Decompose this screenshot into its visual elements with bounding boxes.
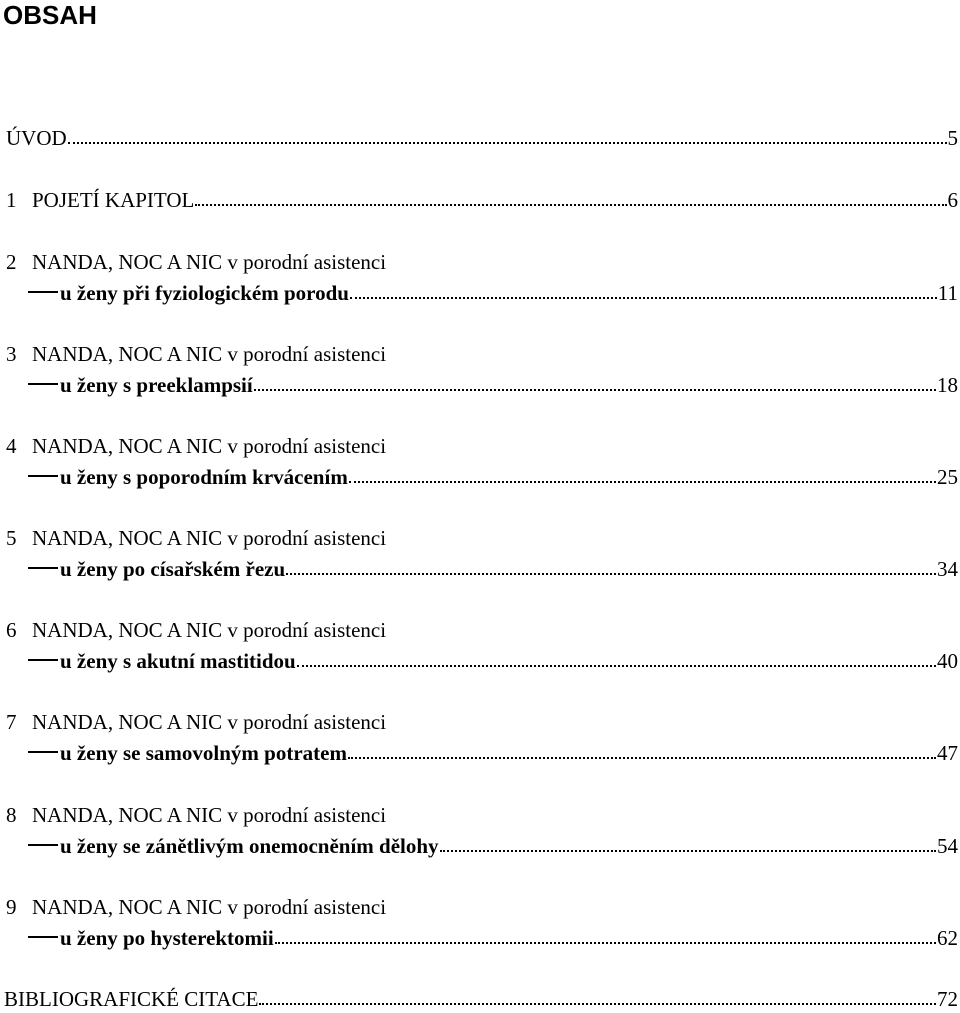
toc-entry-intro[interactable] — [6, 124, 958, 152]
toc-chapter-5-title[interactable] — [6, 524, 958, 552]
toc-chapter-8-sub[interactable] — [6, 832, 958, 860]
dot-leader — [350, 295, 937, 299]
dot-leader — [259, 1001, 936, 1005]
toc-entry-number: 6 — [6, 618, 17, 642]
dot-leader — [68, 140, 947, 144]
toc-entry-page: 72 — [937, 987, 958, 1011]
page-title: OBSAH — [3, 0, 97, 30]
toc-chapter-3-title[interactable] — [6, 340, 958, 368]
toc-entry-label: NANDA, NOC A NIC v porodní asistenci — [32, 895, 387, 919]
dot-leader — [275, 940, 936, 944]
dash-mark — [28, 291, 58, 293]
dot-leader — [349, 479, 936, 483]
toc-entry-subtitle: u ženy s akutní mastitidou — [60, 649, 296, 673]
toc-entry-subtitle: u ženy se samovolným potratem — [60, 741, 347, 765]
toc-entry-label: NANDA, NOC A NIC v porodní asistenci — [32, 434, 387, 458]
toc-chapter-7-title[interactable] — [6, 708, 958, 736]
toc-entry-label: BIBLIOGRAFICKÉ CITACE — [4, 987, 259, 1011]
toc-entry-page: 47 — [937, 741, 958, 765]
toc-entry-number: 3 — [6, 342, 17, 366]
toc-entry-label: POJETÍ KAPITOL — [32, 188, 195, 212]
toc-chapter-2-title[interactable] — [6, 248, 958, 276]
dash-mark — [28, 844, 58, 846]
toc-entry-label: NANDA, NOC A NIC v porodní asistenci — [32, 342, 387, 366]
toc-chapter-6-title[interactable] — [6, 616, 958, 644]
toc-entry-subtitle: u ženy s preeklampsií — [60, 373, 253, 397]
toc-entry-subtitle: u ženy se zánětlivým onemocněním dělohy — [60, 834, 439, 858]
dash-mark — [28, 659, 58, 661]
toc-entry-page: 62 — [937, 926, 958, 950]
toc-entry-page: 34 — [937, 557, 958, 581]
toc-entry-number: 7 — [6, 710, 17, 734]
toc-entry-label: NANDA, NOC A NIC v porodní asistenci — [32, 710, 387, 734]
toc-entry-number: 4 — [6, 434, 17, 458]
toc-entry-subtitle: u ženy po císařském řezu — [60, 557, 286, 581]
dot-leader — [195, 202, 946, 206]
dot-leader — [440, 848, 936, 852]
toc-chapter-7-sub[interactable] — [6, 739, 958, 767]
toc-entry-number: 8 — [6, 803, 17, 827]
dot-leader — [348, 755, 936, 759]
toc-entry-label: NANDA, NOC A NIC v porodní asistenci — [32, 803, 387, 827]
toc-entry-subtitle: u ženy s poporodním krvácením — [60, 465, 348, 489]
toc-chapter-4-title[interactable] — [6, 432, 958, 460]
dash-mark — [28, 383, 58, 385]
dot-leader — [286, 571, 936, 575]
toc-chapter-9-sub[interactable] — [6, 924, 958, 952]
toc-entry-subtitle: u ženy po hysterektomii — [60, 926, 274, 950]
dot-leader — [254, 387, 936, 391]
dash-mark — [28, 567, 58, 569]
toc-entry-chapter-1[interactable] — [6, 186, 958, 214]
toc-chapter-8-title[interactable] — [6, 801, 958, 829]
toc-entry-subtitle: u ženy při fyziologickém porodu — [60, 281, 349, 305]
toc-chapter-5-sub[interactable] — [6, 555, 958, 583]
toc-entry-page: 6 — [947, 188, 958, 212]
toc-entry-page: 25 — [937, 465, 958, 489]
toc-entry-page: 18 — [937, 373, 958, 397]
toc-entry-page: 40 — [937, 649, 958, 673]
toc-entry-page: 5 — [947, 126, 958, 150]
toc-chapter-6-sub[interactable] — [6, 647, 958, 675]
toc-entry-number: 1 — [6, 188, 17, 212]
dash-mark — [28, 475, 58, 477]
toc-entry-number: 2 — [6, 250, 17, 274]
toc-chapter-3-sub[interactable] — [6, 371, 958, 399]
toc-entry-label: NANDA, NOC A NIC v porodní asistenci — [32, 526, 387, 550]
toc-chapter-9-title[interactable] — [6, 893, 958, 921]
toc-entry-page: 11 — [937, 281, 958, 305]
toc-entry-label: NANDA, NOC A NIC v porodní asistenci — [32, 618, 387, 642]
toc-entry-number: 9 — [6, 895, 17, 919]
toc-entry-number: 5 — [6, 526, 17, 550]
dash-mark — [28, 936, 58, 938]
toc-chapter-2-sub[interactable] — [6, 279, 958, 307]
toc-entry-label: ÚVOD — [6, 126, 67, 150]
dot-leader — [297, 663, 936, 667]
toc-entry-label: NANDA, NOC A NIC v porodní asistenci — [32, 250, 387, 274]
toc-entry-page: 54 — [937, 834, 958, 858]
toc-chapter-4-sub[interactable] — [6, 463, 958, 491]
dash-mark — [28, 751, 58, 753]
